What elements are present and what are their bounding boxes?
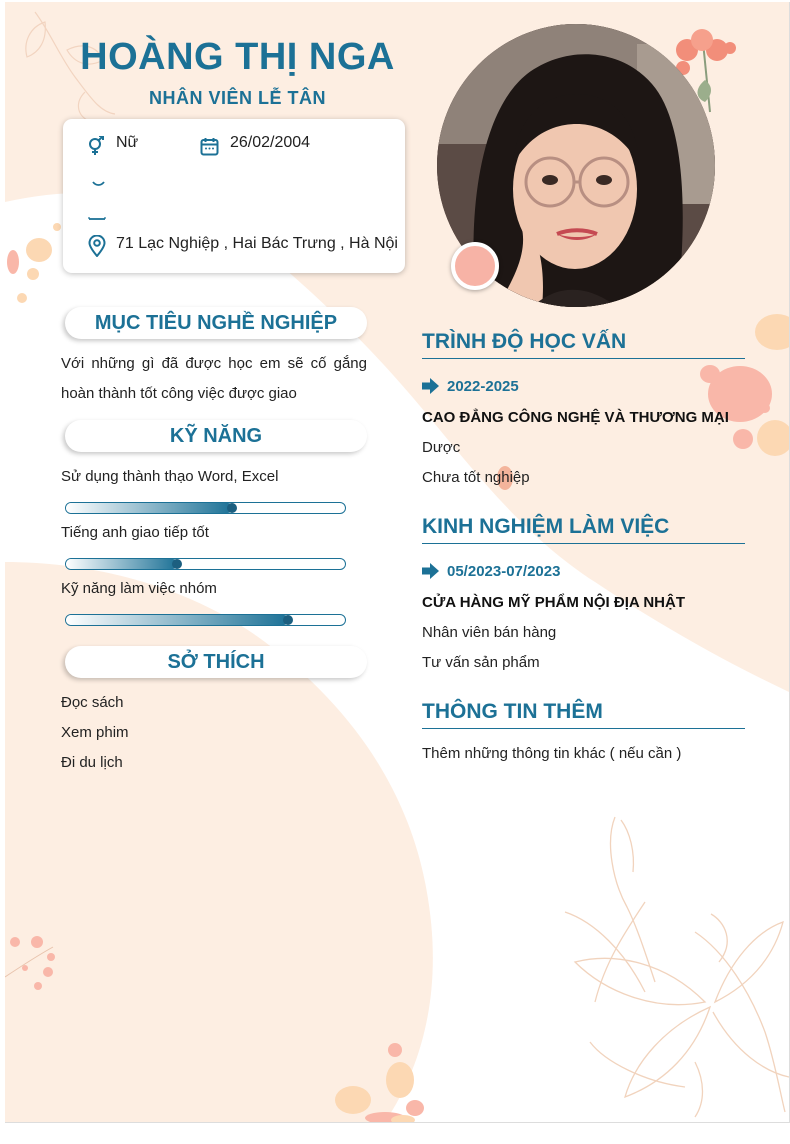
education-status: Chưa tốt nghiệp — [422, 469, 530, 486]
skill-label: Kỹ năng làm việc nhóm — [61, 580, 217, 597]
skill-label: Sử dụng thành thạo Word, Excel — [61, 468, 279, 485]
location-icon — [88, 235, 106, 257]
education-major: Dược — [422, 439, 461, 456]
arrow-right-icon — [422, 563, 439, 579]
email-icon — [88, 207, 106, 221]
calendar-icon — [200, 137, 219, 156]
job-duty: Tư vấn sản phẩm — [422, 654, 540, 671]
education-period: 2022-2025 — [447, 378, 519, 395]
experience-divider — [422, 543, 745, 544]
hobby-item: Xem phim — [61, 724, 129, 741]
extra-info-text: Thêm những thông tin khác ( nếu cần ) — [422, 745, 682, 762]
skill-progress-fill — [66, 615, 289, 625]
extra-info-divider — [422, 728, 745, 729]
gender-icon — [87, 136, 107, 156]
arrow-right-icon — [422, 378, 439, 394]
education-divider — [422, 358, 745, 359]
skills-heading: KỸ NĂNG — [65, 420, 367, 452]
skill-progress-knob — [283, 615, 293, 625]
skill-progress-fill — [66, 559, 178, 569]
skill-progress-bar — [65, 558, 346, 570]
experience-heading: KINH NGHIỆM LÀM VIỆC — [422, 515, 670, 538]
hobbies-heading: SỞ THÍCH — [65, 646, 367, 678]
skill-progress-fill — [66, 503, 233, 513]
objective-text: Với những gì đã được học em sẽ cố gắng hoàn thành tốt công việc được giao — [61, 355, 367, 402]
candidate-name: HOÀNG THỊ NGA — [80, 36, 395, 78]
skill-progress-knob — [227, 503, 237, 513]
birthdate-value: 26/02/2004 — [230, 134, 311, 151]
experience-period: 05/2023-07/2023 — [447, 563, 561, 580]
cv-page — [5, 2, 790, 1123]
candidate-position: NHÂN VIÊN LỄ TÂN — [148, 88, 326, 108]
address-value: 71 Lạc Nghiệp , Hai Bác Trưng , Hà Nội — [116, 235, 398, 252]
gender-value: Nữ — [116, 134, 139, 151]
decorative-circle — [451, 242, 499, 290]
hobby-item: Đọc sách — [61, 694, 124, 711]
job-role: Nhân viên bán hàng — [422, 624, 557, 641]
skill-label: Tiếng anh giao tiếp tốt — [61, 524, 209, 541]
extra-info-heading: THÔNG TIN THÊM — [422, 700, 603, 723]
objective-heading: MỤC TIÊU NGHỀ NGHIỆP — [65, 307, 367, 339]
skill-progress-bar — [65, 502, 346, 514]
company-name: CỬA HÀNG MỸ PHẨM NỘI ĐỊA NHẬT — [422, 594, 685, 611]
hobby-item: Đi du lịch — [61, 754, 123, 771]
skill-progress-knob — [172, 559, 182, 569]
phone-icon — [91, 178, 107, 190]
education-heading: TRÌNH ĐỘ HỌC VẤN — [422, 330, 627, 353]
skill-progress-bar — [65, 614, 346, 626]
school-name: CAO ĐẲNG CÔNG NGHỆ VÀ THƯƠNG MẠI — [422, 409, 729, 426]
